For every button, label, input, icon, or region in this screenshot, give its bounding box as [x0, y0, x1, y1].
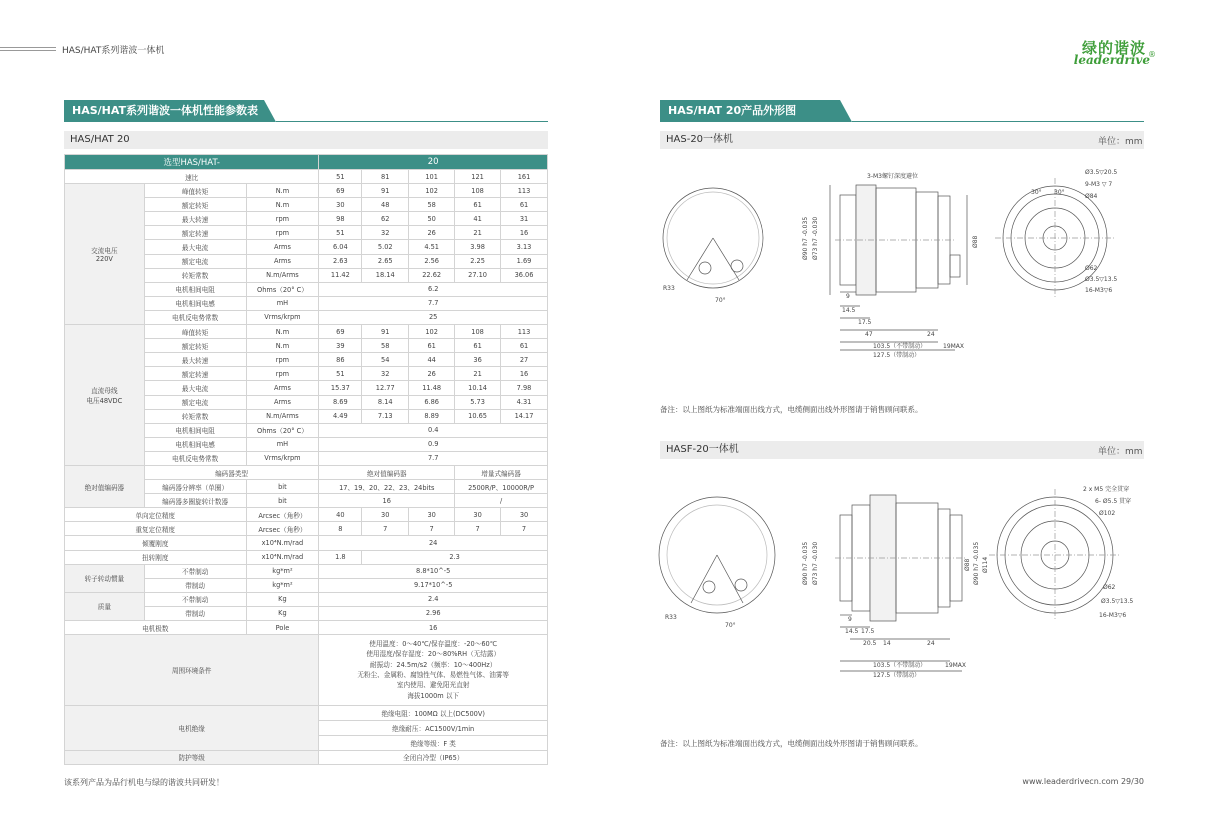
group-label: 交流电压 220V	[65, 184, 145, 325]
param-unit: mH	[246, 296, 319, 310]
dim-dia-62: Ø62	[1103, 584, 1116, 591]
env-line: 海拔1000m 以下	[407, 691, 460, 700]
param-value: 7	[409, 522, 455, 536]
param-value: 7	[362, 522, 409, 536]
param-value: 3.13	[501, 240, 548, 254]
param-value: 16	[319, 621, 548, 635]
param-value: 2.4	[319, 592, 548, 606]
param-value: 绝缘耐压：AC1500V/1min	[319, 720, 548, 735]
table-row	[65, 564, 548, 578]
param-name: 峰值转矩	[144, 184, 246, 198]
param-value: 全闭自冷型（IP65）	[319, 750, 548, 764]
param-value: /	[455, 494, 548, 508]
dim-24: 24	[927, 640, 935, 647]
param-value: 绝缘电阻：100MΩ 以上(DC500V)	[319, 705, 548, 720]
param-unit: x10⁴N.m/rad	[246, 550, 319, 564]
param-name: 不带制动	[144, 564, 246, 578]
dim-dia-90: Ø90 h7 -0.035	[802, 541, 809, 585]
param-name: 最大转速	[144, 353, 246, 367]
param-value: 18.14	[362, 268, 409, 282]
dim-9: 9	[846, 293, 850, 300]
dim-r33: R33	[663, 285, 675, 292]
param-value: 39	[319, 339, 362, 353]
param-value: 58	[362, 339, 409, 353]
param-value: 22.62	[409, 268, 455, 282]
ratio-value: 51	[319, 170, 362, 184]
param-value: 1.8	[319, 550, 362, 564]
param-name: 电机相间电感	[144, 437, 246, 451]
param-name: 额定转矩	[144, 339, 246, 353]
hasf-note: 备注：以上图纸为标准端面出线方式，电缆侧面出线外形图请于销售顾问联系。	[660, 739, 923, 748]
dim-127-5: 127.5（带制动）	[873, 352, 921, 359]
param-value: 26	[409, 367, 455, 381]
param-unit: bit	[246, 494, 319, 508]
param-value: 10.14	[455, 381, 501, 395]
ratio-value: 81	[362, 170, 409, 184]
param-value: 25	[319, 310, 548, 324]
param-value: 50	[409, 212, 455, 226]
param-value: 30	[362, 508, 409, 522]
param-value: 11.42	[319, 268, 362, 282]
param-value: 102	[409, 184, 455, 198]
dim-24: 24	[927, 331, 935, 338]
param-name: 电机反电势常数	[144, 451, 246, 465]
param-value: 36	[455, 353, 501, 367]
param-value: 102	[409, 325, 455, 339]
param-value: 2.3	[362, 550, 548, 564]
param-name: 带制动	[144, 606, 246, 620]
param-value: 113	[501, 325, 548, 339]
dim-thread: 3-M3螺钉深度避位	[867, 173, 918, 180]
param-unit: Ohms（20° C）	[246, 423, 319, 437]
ratio-value: 161	[501, 170, 548, 184]
env-line: 无粉尘、金属粉、腐蚀性气体、易燃性气体、油雾等	[357, 670, 510, 679]
param-name: 带制动	[144, 578, 246, 592]
param-value: 8	[319, 522, 362, 536]
dim-hole-d: 16-M3▽6	[1099, 612, 1127, 619]
param-name: 编码器多圈旋转计数器	[144, 494, 246, 508]
param-value: 108	[455, 325, 501, 339]
param-value: 51	[319, 367, 362, 381]
param-unit: kg*m²	[246, 564, 319, 578]
table-row	[65, 592, 548, 606]
param-name: 额定电流	[144, 395, 246, 409]
dim-19max: 19MAX	[943, 343, 965, 350]
param-value: 58	[409, 198, 455, 212]
param-value: 0.9	[319, 437, 548, 451]
param-name: 峰值转矩	[144, 325, 246, 339]
param-unit: Arms	[246, 240, 319, 254]
param-unit: N.m	[246, 339, 319, 353]
table-row	[65, 465, 548, 479]
param-name: 额定电流	[144, 254, 246, 268]
dim-hole-a: 2 x M5 完全贯穿	[1083, 486, 1130, 493]
angle-30b: 30°	[1054, 189, 1065, 196]
table-row	[65, 705, 548, 720]
param-value: 0.4	[319, 423, 548, 437]
param-value: 69	[319, 184, 362, 198]
dim-hole-b: 6- Ø5.5 贯穿	[1095, 498, 1132, 505]
param-value: 108	[455, 184, 501, 198]
param-value: 14.17	[501, 409, 548, 423]
param-unit: x10⁴N.m/rad	[246, 536, 319, 550]
dim-dia-73: Ø73 h7 -0.030	[812, 216, 819, 260]
param-unit: Ohms（20° C）	[246, 282, 319, 296]
hasf-drawing-title: HASF-20一体机	[660, 441, 1144, 459]
dim-dia-62: Ø62	[1085, 265, 1098, 272]
param-value: 4.49	[319, 409, 362, 423]
dim-47: 47	[865, 331, 873, 338]
param-value: 7	[455, 522, 501, 536]
dim-angle: 70°	[715, 297, 726, 304]
param-name: 扭转刚度	[65, 550, 247, 564]
param-unit: rpm	[246, 353, 319, 367]
param-unit: kg*m²	[246, 578, 319, 592]
ratio-value: 121	[455, 170, 501, 184]
dim-dia-88: Ø88	[972, 235, 979, 248]
param-value: 61	[409, 339, 455, 353]
unit-label: 单位：mm	[1098, 447, 1143, 457]
param-value: 26	[409, 226, 455, 240]
ratio-value: 101	[409, 170, 455, 184]
table-head-value: 20	[319, 155, 548, 170]
param-value: 27.10	[455, 268, 501, 282]
group-label: 直流母线 电压48VDC	[65, 325, 145, 466]
param-value: 91	[362, 325, 409, 339]
param-value: 91	[362, 184, 409, 198]
dim-hole-a: Ø3.5▽20.5	[1085, 169, 1118, 176]
param-value: 5.73	[455, 395, 501, 409]
group-label: 转子转动惯量	[65, 564, 145, 592]
dim-dia-73: Ø73 h7 -0.030	[812, 541, 819, 585]
param-value: 30	[501, 508, 548, 522]
table-row	[65, 508, 548, 522]
param-value: 8.14	[362, 395, 409, 409]
param-name: 转矩常数	[144, 409, 246, 423]
group-label: 绝对值编码器	[65, 465, 145, 507]
hasf-drawing	[655, 475, 1150, 685]
param-value: 7.7	[319, 296, 548, 310]
env-conditions	[319, 635, 548, 706]
dim-dia-90: Ø90 h7 -0.035	[802, 216, 809, 260]
param-value: 4.31	[501, 395, 548, 409]
param-value: 10.65	[455, 409, 501, 423]
dim-dia-88: Ø88	[964, 558, 971, 571]
param-unit: Arcsec（角秒）	[246, 522, 319, 536]
param-value: 69	[319, 325, 362, 339]
env-line: 耐振动：24.5m/s2（频率：10～400Hz）	[370, 660, 497, 669]
registered-mark: ®	[1148, 50, 1156, 59]
param-value: 27	[501, 353, 548, 367]
param-value: 62	[362, 212, 409, 226]
param-value: 32	[362, 226, 409, 240]
param-unit: rpm	[246, 226, 319, 240]
env-line: 使用温度：0～40℃/保存温度：-20～60℃	[369, 640, 498, 649]
param-unit: rpm	[246, 367, 319, 381]
section-notch	[264, 100, 276, 122]
dim-20-5: 20.5	[863, 640, 877, 647]
dim-dia-90b: Ø90 h7 -0.035	[973, 541, 980, 585]
param-value: 24	[319, 536, 548, 550]
param-name: 最大电流	[144, 381, 246, 395]
unit-label: 单位：mm	[1098, 137, 1143, 147]
env-line: 室内使用、避免阳光直射	[396, 681, 470, 690]
param-name: 电机极数	[65, 621, 247, 635]
dim-hole-d: 16-M3▽6	[1085, 287, 1113, 294]
dim-14-5: 14.5	[845, 628, 859, 635]
param-value: 61	[501, 198, 548, 212]
angle-30a: 30°	[1031, 189, 1042, 196]
param-unit: Vrms/krpm	[246, 310, 319, 324]
table-row	[65, 325, 548, 339]
table-row	[65, 184, 548, 198]
param-name: 最大转速	[144, 212, 246, 226]
param-value: 8.89	[409, 409, 455, 423]
dim-r33: R33	[665, 614, 677, 621]
param-unit: N.m	[246, 325, 319, 339]
param-value: 36.06	[501, 268, 548, 282]
param-value: 6.2	[319, 282, 548, 296]
param-value: 7.13	[362, 409, 409, 423]
param-value: 2500R/P、10000R/P	[455, 480, 548, 494]
dim-103-5: 103.5（不带制动）	[873, 662, 927, 669]
param-value: 48	[362, 198, 409, 212]
dim-103-5: 103.5（不带制动）	[873, 343, 927, 350]
param-value: 5.02	[362, 240, 409, 254]
param-name: 倾覆刚度	[65, 536, 247, 550]
param-name: 最大电流	[144, 240, 246, 254]
param-value: 41	[455, 212, 501, 226]
dim-19max: 19MAX	[945, 662, 967, 669]
section-notch	[840, 100, 852, 122]
table-row	[65, 635, 548, 706]
table-row	[65, 621, 548, 635]
drawing-section-title: HAS/HAT 20产品外形图	[660, 100, 840, 122]
header-rule	[0, 47, 56, 48]
param-unit: N.m	[246, 184, 319, 198]
has-drawing-title: HAS-20一体机	[660, 131, 1144, 149]
param-name: 电机相间电感	[144, 296, 246, 310]
dim-hole-c: Ø3.5▽13.5	[1101, 598, 1134, 605]
param-value: 16	[501, 367, 548, 381]
table-row	[65, 750, 548, 764]
param-value: 6.04	[319, 240, 362, 254]
param-name: 不带制动	[144, 592, 246, 606]
header-rule	[0, 50, 56, 51]
dim-angle: 70°	[725, 622, 736, 629]
table-head-label: 选型HAS/HAT-	[65, 155, 319, 170]
dim-dia-102: Ø102	[1099, 510, 1116, 517]
param-value: 32	[362, 367, 409, 381]
has-note: 备注：以上图纸为标准端面出线方式，电缆侧面出线外形图请于销售顾问联系。	[660, 405, 923, 414]
param-value: 40	[319, 508, 362, 522]
has-drawing	[655, 160, 1150, 365]
param-value: 1.69	[501, 254, 548, 268]
dim-hole-c: Ø3.5▽13.5	[1085, 276, 1118, 283]
dim-9: 9	[848, 616, 852, 623]
param-unit: Vrms/krpm	[246, 451, 319, 465]
param-value: 7	[501, 522, 548, 536]
group-label: 电机绝缘	[65, 705, 319, 750]
dim-127-5: 127.5（带制动）	[873, 672, 921, 679]
dim-14-5: 14.5	[842, 307, 856, 314]
section-rule	[276, 121, 548, 122]
dim-hole-b: 9-M3 ▽ 7	[1085, 181, 1113, 188]
spec-section-title: HAS/HAT系列谐波一体机性能参数表	[64, 100, 264, 122]
env-line: 使用湿度/保存湿度：20～80%RH（无结露）	[366, 650, 501, 659]
param-unit: N.m	[246, 198, 319, 212]
param-unit: Kg	[246, 592, 319, 606]
param-unit: bit	[246, 480, 319, 494]
param-value: 98	[319, 212, 362, 226]
group-label: 防护等级	[65, 750, 319, 764]
param-unit: Arms	[246, 254, 319, 268]
table-row	[65, 522, 548, 536]
param-name: 编码器分辨率（单圈）	[144, 480, 246, 494]
table-row	[65, 536, 548, 550]
param-value: 31	[501, 212, 548, 226]
param-name: 额定转速	[144, 226, 246, 240]
param-value: 30	[455, 508, 501, 522]
param-value: 16	[501, 226, 548, 240]
param-value: 12.77	[362, 381, 409, 395]
param-name: 额定转速	[144, 367, 246, 381]
param-value: 2.56	[409, 254, 455, 268]
param-value: 3.98	[455, 240, 501, 254]
param-name: 电机相间电阻	[144, 282, 246, 296]
param-value: 8.8*10^-5	[319, 564, 548, 578]
param-value: 54	[362, 353, 409, 367]
model-subtitle: HAS/HAT 20	[64, 131, 548, 149]
param-name: 电机相间电阻	[144, 423, 246, 437]
footer-url-page: www.leaderdrivecn.com 29/30	[1022, 777, 1144, 786]
param-value: 4.51	[409, 240, 455, 254]
param-value: 61	[501, 339, 548, 353]
param-value: 30	[319, 198, 362, 212]
param-value: 21	[455, 367, 501, 381]
dim-dia-114: Ø114	[982, 556, 989, 573]
dim-17-5: 17.5	[858, 319, 872, 326]
param-unit: N.m/Arms	[246, 268, 319, 282]
group-label: 周围环境条件	[65, 635, 319, 706]
param-value: 44	[409, 353, 455, 367]
table-row	[65, 170, 548, 184]
param-unit: mH	[246, 437, 319, 451]
param-value: 51	[319, 226, 362, 240]
param-name: 额定转矩	[144, 198, 246, 212]
param-value: 2.96	[319, 606, 548, 620]
param-value: 2.25	[455, 254, 501, 268]
param-value: 61	[455, 198, 501, 212]
param-value: 7.7	[319, 451, 548, 465]
param-value: 2.65	[362, 254, 409, 268]
param-value: 17、19、20、22、23、24bits	[319, 480, 455, 494]
param-unit: N.m/Arms	[246, 409, 319, 423]
series-title: HAS/HAT系列谐波一体机	[62, 46, 165, 56]
dim-14: 14	[883, 640, 891, 647]
param-unit: Arcsec（角秒）	[246, 508, 319, 522]
ratio-label: 速比	[65, 170, 319, 184]
section-rule	[852, 121, 1144, 122]
param-unit: Arms	[246, 381, 319, 395]
param-value: 113	[501, 184, 548, 198]
param-name: 编码器类型	[144, 465, 319, 479]
param-value: 绝对值编码器	[319, 465, 455, 479]
param-value: 86	[319, 353, 362, 367]
param-value: 9.17*10^-5	[319, 578, 548, 592]
param-value: 6.86	[409, 395, 455, 409]
footer-note: 该系列产品为品行机电与绿的谐波共同研发！	[64, 778, 224, 787]
param-value: 15.37	[319, 381, 362, 395]
param-value: 绝缘等级：F 类	[319, 735, 548, 750]
param-value: 30	[409, 508, 455, 522]
param-name: 重复定位精度	[65, 522, 247, 536]
group-label: 质量	[65, 592, 145, 620]
param-unit: Kg	[246, 606, 319, 620]
param-value: 8.69	[319, 395, 362, 409]
param-value: 21	[455, 226, 501, 240]
param-value: 7.98	[501, 381, 548, 395]
param-value: 11.48	[409, 381, 455, 395]
table-row	[65, 155, 548, 170]
param-name: 单向定位精度	[65, 508, 247, 522]
param-value: 16	[319, 494, 455, 508]
brand-logo-cn: 绿的谐波	[1081, 39, 1146, 57]
param-unit: Pole	[246, 621, 319, 635]
param-value: 61	[455, 339, 501, 353]
dim-dia-84: Ø84	[1085, 193, 1098, 200]
param-value: 增量式编码器	[455, 465, 548, 479]
param-unit: Arms	[246, 395, 319, 409]
brand-logo-en: leaderdrive	[1073, 53, 1150, 67]
param-name: 转矩常数	[144, 268, 246, 282]
table-row	[65, 550, 548, 564]
param-value: 2.63	[319, 254, 362, 268]
spec-table	[64, 154, 548, 765]
dim-17-5: 17.5	[861, 628, 875, 635]
param-name: 电机反电势常数	[144, 310, 246, 324]
param-unit: rpm	[246, 212, 319, 226]
